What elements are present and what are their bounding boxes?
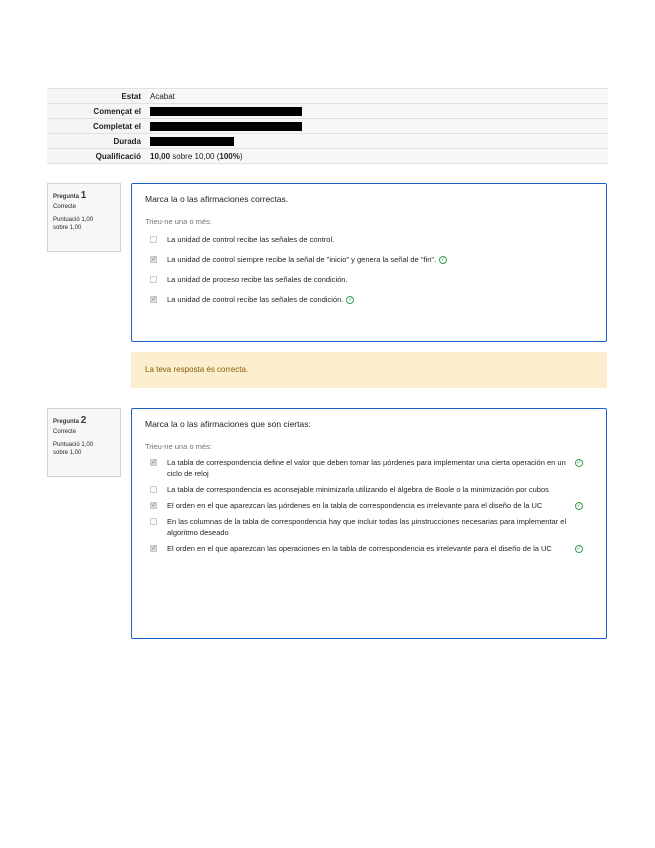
correct-check-icon: ✓ [440, 257, 446, 264]
checkbox-checked[interactable] [150, 502, 157, 509]
summary-row-duration [47, 134, 608, 149]
question-2-content [131, 408, 607, 639]
answer-option[interactable]: La tabla de correspondencia es aconsejable minimizarla utilizando el álgebra de Boole o la minimización por cubos [145, 484, 593, 495]
question-number: Pregunta 2 [53, 415, 87, 426]
checkbox-checked[interactable] [150, 256, 157, 263]
question-text: Marca la o las afirmaciones correctas. [145, 194, 289, 204]
redacted-value [150, 137, 234, 146]
summary-label: Estat [47, 89, 146, 104]
answer-option[interactable]: ✓ La tabla de correspondencia define el valor que deben tomar las µórdenes para implementar una cierta operación en un ciclo de reloj ✓ [145, 457, 593, 479]
summary-row-started [47, 104, 608, 119]
question-text: Marca la o las afirmaciones que son ciertas: [145, 419, 311, 429]
question-2-info [47, 408, 121, 477]
feedback-correct: La teva resposta és correcta. [131, 352, 607, 388]
question-number: Pregunta 1 [53, 190, 87, 201]
checkbox[interactable] [150, 486, 157, 493]
answer-option[interactable]: En las columnas de la tabla de correspondencia hay que incluir todas las µinstrucciones necesarias para implementar el algoritmo deseado [145, 516, 593, 538]
correct-check-icon: ✓ [576, 546, 582, 552]
question-grade: Puntuació 1,00 sobre 1,00 [53, 442, 94, 456]
answer-option[interactable]: La unidad de proceso recibe las señales de condición. [145, 274, 593, 285]
answer-prompt: Trieu-ne una o més: [145, 217, 212, 226]
correct-check-icon: ✓ [347, 297, 353, 304]
question-1-content [131, 183, 607, 342]
answer-prompt: Trieu-ne una o més: [145, 442, 212, 451]
checkbox-checked[interactable] [150, 459, 157, 466]
correct-check-icon: ✓ [576, 503, 582, 509]
answer-option[interactable]: ✓ La unidad de control siempre recibe la señal de "inicio" y genera la señal de "fin". ✓ [145, 254, 593, 265]
summary-value: Acabat [146, 89, 608, 104]
summary-label: Començat el [47, 104, 146, 119]
answer-option[interactable]: La unidad de control recibe las señales de control. [145, 234, 593, 245]
answer-option[interactable]: ✓ La unidad de control recibe las señales de condición. ✓ [145, 294, 593, 305]
checkbox-checked[interactable] [150, 545, 157, 552]
redacted-value [150, 122, 302, 131]
summary-label: Completat el [47, 119, 146, 134]
summary-label: Qualificació [47, 149, 146, 164]
question-state: Correcte [53, 204, 77, 210]
answer-option[interactable]: ✓ El orden en el que aparezcan las operaciones en la tabla de correspondencia es irrelevante para el diseño de la UC ✓ [145, 543, 593, 554]
summary-label: Durada [47, 134, 146, 149]
checkbox[interactable] [150, 518, 157, 525]
redacted-value [150, 107, 302, 116]
correct-check-icon: ✓ [576, 460, 582, 466]
answer-option[interactable]: ✓ El orden en el que aparezcan las µórdenes en la tabla de correspondencia es irrelevante para el diseño de la UC ✓ [145, 500, 593, 511]
checkbox-checked[interactable] [150, 296, 157, 303]
question-1-info [47, 183, 121, 252]
checkbox[interactable] [150, 236, 157, 243]
question-grade: Puntuació 1,00 sobre 1,00 [53, 217, 94, 231]
question-state: Correcte [53, 429, 77, 435]
summary-row-completed [47, 119, 608, 134]
summary-row-grade [47, 149, 608, 164]
attempt-summary-table [47, 88, 608, 164]
summary-row-state [47, 89, 608, 104]
grade-value: 10,00 sobre 10,00 (100%) [146, 149, 608, 164]
checkbox[interactable] [150, 276, 157, 283]
